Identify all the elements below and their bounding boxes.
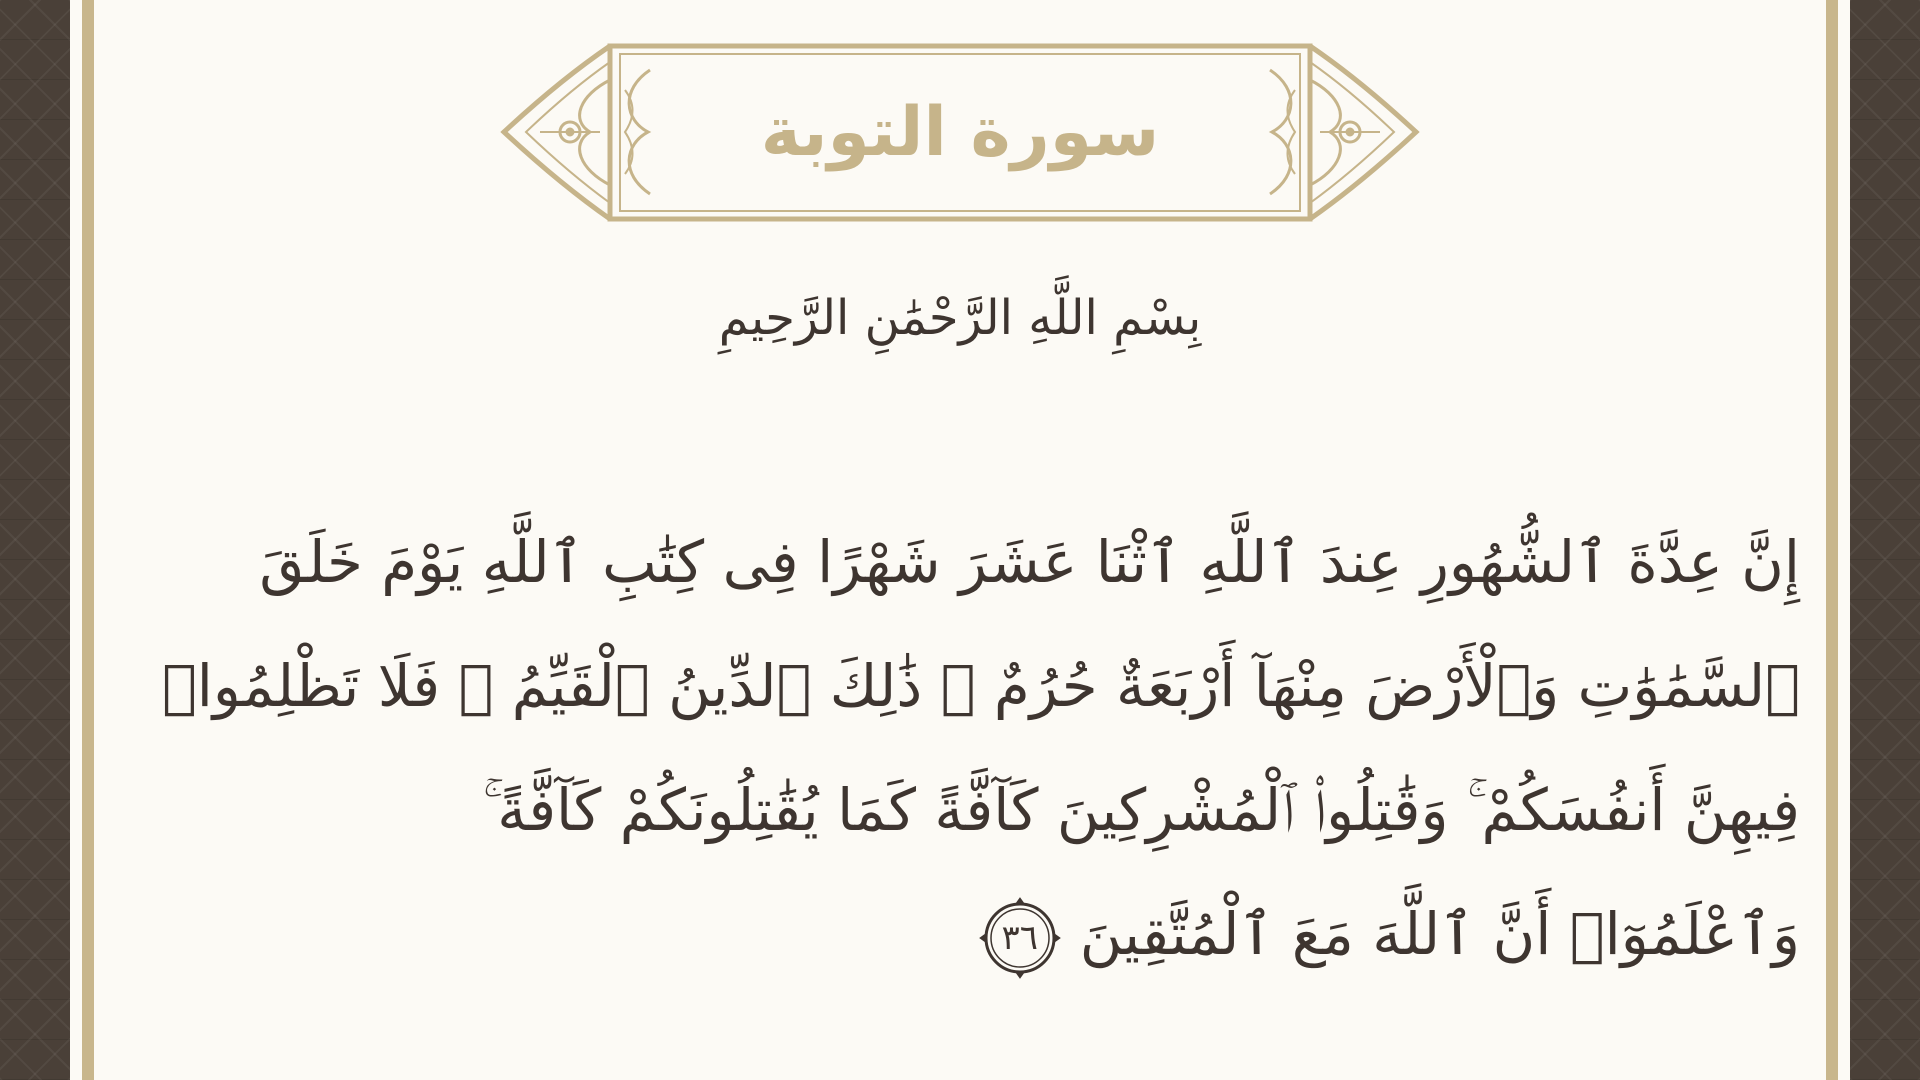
right-gold-rule xyxy=(1826,0,1838,1080)
verse-text xyxy=(161,500,1800,996)
ayah-number: ٣٦ xyxy=(1001,917,1039,958)
verse-line-3: فِيهِنَّ أَنفُسَكُمْ ۚ وَقَٰتِلُوا۟ ٱلْمُشْرِكِينَ كَآفَّةً كَمَا يُقَٰتِلُونَكُمْ كَآفَّةً ۚ xyxy=(482,776,1800,844)
verse-line-4-text: وَٱعْلَمُوٓا۟ أَنَّ ٱللَّهَ مَعَ ٱلْمُتَّقِينَ xyxy=(1079,900,1800,968)
verse-line-1: إِنَّ عِدَّةَ ٱلشُّهُورِ عِندَ ٱللَّهِ ٱثْنَا عَشَرَ شَهْرًا فِى كِتَٰبِ ٱللَّهِ يَوْمَ خَلَقَ xyxy=(259,528,1800,596)
right-border-pattern xyxy=(1850,0,1920,1080)
verse-line-4 xyxy=(240,872,1800,996)
left-gold-rule xyxy=(82,0,94,1080)
surah-header-frame xyxy=(500,40,1420,225)
verse-line-2: ٱلسَّمَٰوَٰتِ وَٱلْأَرْضَ مِنْهَآ أَرْبَعَةٌ حُرُمٌ ۚ ذَٰلِكَ ٱلدِّينُ ٱلْقَيِّمُ ۚ فَلَا تَظْلِمُوا۟ xyxy=(161,652,1800,720)
ayah-end-marker xyxy=(978,896,1062,980)
basmala: بِسْمِ اللَّهِ الرَّحْمَٰنِ الرَّحِيمِ xyxy=(718,290,1202,346)
left-border-pattern xyxy=(0,0,70,1080)
surah-title: سورة التوبة xyxy=(760,93,1160,172)
